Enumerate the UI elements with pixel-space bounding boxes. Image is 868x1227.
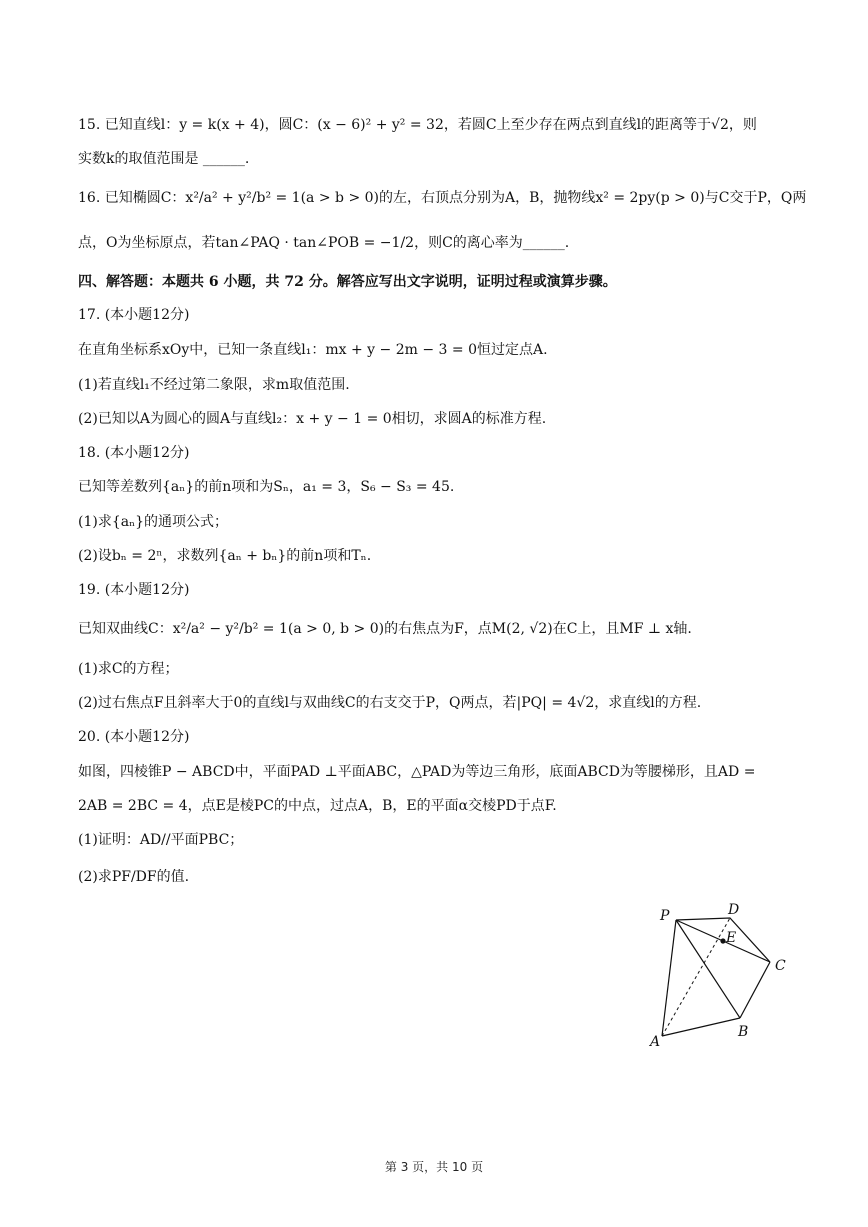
- q17-part1: (1)若直线l₁不经过第二象限，求m取值范围.: [78, 377, 350, 393]
- label-D: D: [728, 902, 740, 918]
- q16-line1: 16. 已知椭圆C：x²/a² + y²/b² = 1(a > b > 0)的左，右顶点分别为A，B，抛物线x² = 2py(p > 0)与C交于P，Q两: [78, 190, 807, 206]
- q20-part2: (2)求PF/DF的值.: [78, 869, 190, 885]
- q19-stem: 已知双曲线C：x²/a² − y²/b² = 1(a > 0, b > 0)的右焦点为F，点M(2, √2)在C上，且MF ⊥ x轴.: [78, 621, 692, 637]
- page-footer: 第 3 页，共 10 页: [384, 1160, 484, 1174]
- edge-BC: [740, 962, 770, 1018]
- q20-stem-line2: 2AB = 2BC = 4，点E是棱PC的中点，过点A，B，E的平面α交棱PD于点F.: [78, 798, 557, 814]
- q20-header: 20. (本小题12分): [78, 729, 190, 745]
- label-E: E: [726, 930, 737, 946]
- q15-line1: 15. 已知直线l：y = k(x + 4)，圆C：(x − 6)² + y² = 32，若圆C上至少存在两点到直线l的距离等于√2，则: [78, 117, 757, 133]
- q16-line2: 点，O为坐标原点，若tan∠PAQ · tan∠POB = −1/2，则C的离心率为______.: [78, 235, 570, 251]
- label-P: P: [660, 908, 670, 924]
- point-E: [720, 938, 725, 943]
- q20-part1: (1)证明：AD//平面PBC；: [78, 832, 244, 848]
- q15-line2: 实数k的取值范围是 ______.: [78, 151, 250, 167]
- q19-part1: (1)求C的方程；: [78, 661, 179, 677]
- edge-AB: [662, 1018, 740, 1036]
- q19-header: 19. (本小题12分): [78, 582, 190, 598]
- edge-AD-dashed: [662, 918, 730, 1036]
- q18-part1: (1)求{aₙ}的通项公式；: [78, 514, 229, 530]
- label-A: A: [650, 1034, 661, 1050]
- q17-stem: 在直角坐标系xOy中，已知一条直线l₁：mx + y − 2m − 3 = 0恒过定点A.: [78, 342, 548, 358]
- q17-header: 17. (本小题12分): [78, 307, 190, 323]
- q17-part2: (2)已知以A为圆心的圆A与直线l₂：x + y − 1 = 0相切，求圆A的标准方程.: [78, 411, 547, 427]
- q18-part2: (2)设bₙ = 2ⁿ，求数列{aₙ + bₙ}的前n项和Tₙ.: [78, 548, 372, 564]
- edge-PA: [662, 920, 676, 1036]
- label-B: B: [738, 1024, 749, 1040]
- q18-stem: 已知等差数列{aₙ}的前n项和为Sₙ，a₁ = 3，S₆ − S₃ = 45.: [78, 479, 455, 495]
- section-heading: 四、解答题：本题共 6 小题，共 72 分。解答应写出文字说明，证明过程或演算步骤。: [78, 274, 617, 290]
- label-C: C: [775, 958, 786, 974]
- q18-header: 18. (本小题12分): [78, 445, 190, 461]
- q19-part2: (2)过右焦点F且斜率大于0的直线l与双曲线C的右支交于P，Q两点，若|PQ| = 4√2，求直线l的方程.: [78, 695, 702, 711]
- pyramid-figure: [648, 900, 798, 1050]
- q20-stem-line1: 如图，四棱锥P − ABCD中，平面PAD ⊥平面ABC，△PAD为等边三角形，底面ABCD为等腰梯形，且AD =: [78, 764, 756, 780]
